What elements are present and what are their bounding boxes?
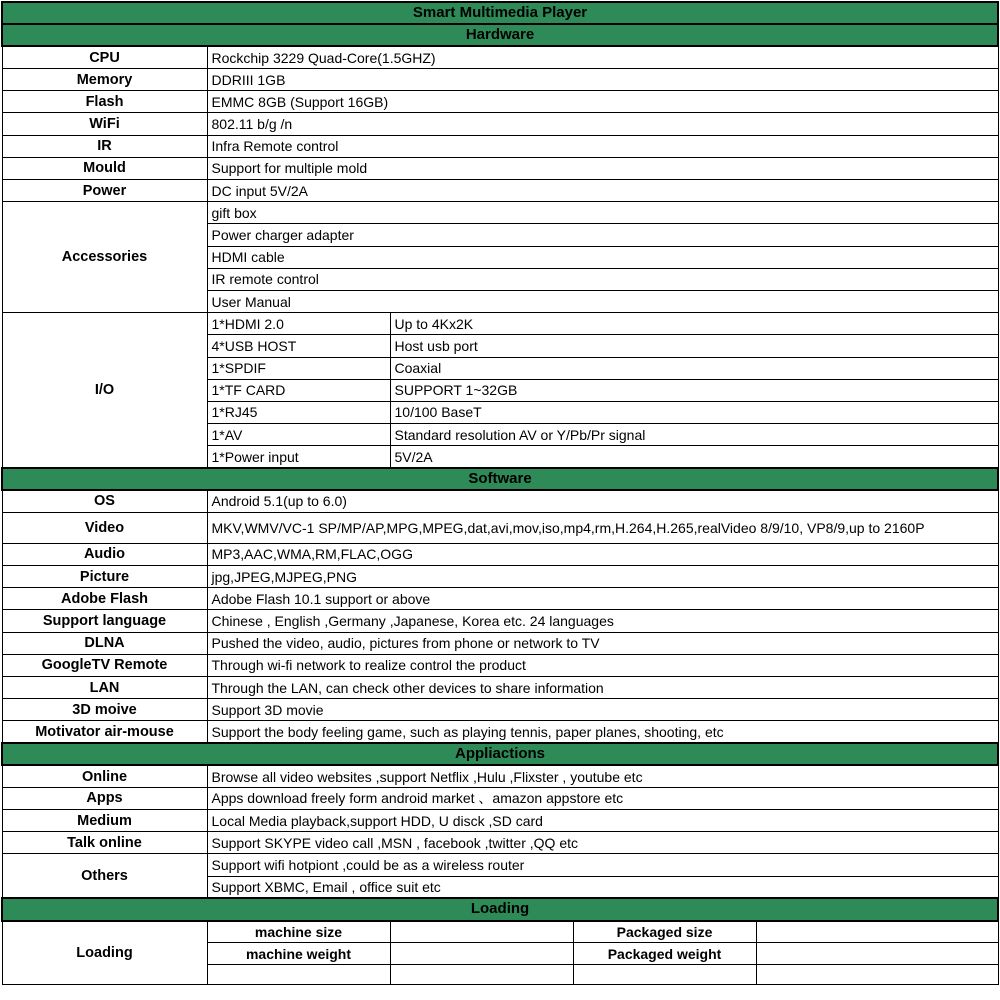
spec-row-air-mouse [2, 721, 998, 743]
io-port: 1*RJ45 [207, 401, 390, 423]
spec-label: Loading [2, 921, 207, 985]
spec-value: Rockchip 3229 Quad-Core(1.5GHZ) [207, 46, 998, 68]
accessory-item: User Manual [207, 290, 998, 312]
accessory-item: gift box [207, 202, 998, 224]
spec-value: Support wifi hotpiont ,could be as a wireless router [207, 854, 998, 876]
io-description: Coaxial [390, 357, 998, 379]
io-description: 10/100 BaseT [390, 401, 998, 423]
spec-row-audio [2, 543, 998, 565]
spec-value: Local Media playback,support HDD, U disck ,SD card [207, 810, 998, 832]
loading-field-value [756, 921, 998, 943]
spec-label: Power [2, 180, 207, 202]
spec-label: I/O [2, 313, 207, 468]
spec-value: Infra Remote control [207, 135, 998, 157]
spec-label: Apps [2, 787, 207, 809]
title-row [2, 2, 998, 24]
loading-field-label: machine weight [207, 943, 390, 965]
spec-row-ir [2, 135, 998, 157]
spec-label: IR [2, 135, 207, 157]
spec-row-accessories [2, 202, 998, 224]
section-title-hardware: Hardware [2, 24, 998, 46]
spec-row-adobe-flash [2, 588, 998, 610]
spec-value: DDRIII 1GB [207, 69, 998, 91]
spec-label: LAN [2, 676, 207, 698]
spec-label: Motivator air-mouse [2, 721, 207, 743]
spec-value: 802.11 b/g /n [207, 113, 998, 135]
io-port: 1*SPDIF [207, 357, 390, 379]
spec-label: DLNA [2, 632, 207, 654]
spec-value: MKV,WMV/VC-1 SP/MP/AP,MPG,MPEG,dat,avi,mov,iso,mp4,rm,H.264,H.265,realVideo 8/9/10, VP8/9,up to 2160P [207, 512, 998, 543]
section-title-loading: Loading [2, 898, 998, 920]
section-title-applications: Appliactions [2, 743, 998, 765]
io-port: 4*USB HOST [207, 335, 390, 357]
spec-label: OS [2, 490, 207, 512]
spec-row-talk-online [2, 832, 998, 854]
sheet-title: Smart Multimedia Player [2, 2, 998, 24]
spec-label: Mould [2, 157, 207, 179]
accessory-item: Power charger adapter [207, 224, 998, 246]
spec-value: Chinese , English ,Germany ,Japanese, Korea etc. 24 languages [207, 610, 998, 632]
spec-row-video [2, 512, 998, 543]
spec-value: Android 5.1(up to 6.0) [207, 490, 998, 512]
spec-label: 3D moive [2, 699, 207, 721]
spec-value: EMMC 8GB (Support 16GB) [207, 91, 998, 113]
spec-label: Online [2, 765, 207, 787]
spec-row-others [2, 854, 998, 876]
spec-label: Memory [2, 69, 207, 91]
loading-field-label: machine size [207, 921, 390, 943]
spec-row-os [2, 490, 998, 512]
spec-sheet [1, 1, 999, 985]
spec-value: Support the body feeling game, such as playing tennis, paper planes, shooting, etc [207, 721, 998, 743]
spec-label: Medium [2, 810, 207, 832]
section-header-software [2, 468, 998, 490]
accessory-item: HDMI cable [207, 246, 998, 268]
io-description: 5V/2A [390, 446, 998, 468]
loading-row [2, 921, 998, 943]
spec-label: WiFi [2, 113, 207, 135]
loading-field-label: Packaged size [573, 921, 756, 943]
spec-label: Picture [2, 566, 207, 588]
spec-row-cpu [2, 46, 998, 68]
spec-value: Through wi-fi network to realize control the product [207, 654, 998, 676]
spec-row-lan [2, 676, 998, 698]
spec-row-dlna [2, 632, 998, 654]
io-description: Up to 4Kx2K [390, 313, 998, 335]
io-description: Host usb port [390, 335, 998, 357]
spec-value: Pushed the video, audio, pictures from phone or network to TV [207, 632, 998, 654]
spec-row-support-language [2, 610, 998, 632]
spec-value: Through the LAN, can check other devices to share information [207, 676, 998, 698]
spec-value: Support XBMC, Email , office suit etc [207, 876, 998, 898]
loading-field-empty [756, 965, 998, 985]
spec-value: Support for multiple mold [207, 157, 998, 179]
spec-value: Support SKYPE video call ,MSN , facebook ,twitter ,QQ etc [207, 832, 998, 854]
spec-row-wifi [2, 113, 998, 135]
section-title-software: Software [2, 468, 998, 490]
section-header-loading [2, 898, 998, 920]
spec-value: MP3,AAC,WMA,RM,FLAC,OGG [207, 543, 998, 565]
spec-row-memory [2, 69, 998, 91]
io-row [2, 313, 998, 335]
accessory-item: IR remote control [207, 268, 998, 290]
io-port: 1*HDMI 2.0 [207, 313, 390, 335]
spec-value: jpg,JPEG,MJPEG,PNG [207, 566, 998, 588]
io-description: Standard resolution AV or Y/Pb/Pr signal [390, 424, 998, 446]
spec-value: DC input 5V/2A [207, 180, 998, 202]
loading-field-empty [573, 965, 756, 985]
spec-label: CPU [2, 46, 207, 68]
spec-row-medium [2, 810, 998, 832]
spec-row-mould [2, 157, 998, 179]
spec-row-online [2, 765, 998, 787]
spec-label: Flash [2, 91, 207, 113]
loading-field-value [756, 943, 998, 965]
section-header-hardware [2, 24, 998, 46]
loading-field-empty [207, 965, 390, 985]
spec-row-googletv-remote [2, 654, 998, 676]
loading-field-empty [390, 965, 573, 985]
spec-label: Others [2, 854, 207, 898]
spec-row-picture [2, 566, 998, 588]
section-header-applications [2, 743, 998, 765]
io-description: SUPPORT 1~32GB [390, 379, 998, 401]
spec-label: Accessories [2, 202, 207, 313]
spec-label: Audio [2, 543, 207, 565]
io-port: 1*Power input [207, 446, 390, 468]
loading-field-value [390, 943, 573, 965]
spec-label: Adobe Flash [2, 588, 207, 610]
spec-row-apps [2, 787, 998, 809]
spec-value: Support 3D movie [207, 699, 998, 721]
spec-row-power [2, 180, 998, 202]
spec-value: Browse all video websites ,support Netflix ,Hulu ,Flixster , youtube etc [207, 765, 998, 787]
spec-label: GoogleTV Remote [2, 654, 207, 676]
spec-label: Support language [2, 610, 207, 632]
spec-value: Adobe Flash 10.1 support or above [207, 588, 998, 610]
spec-label: Video [2, 512, 207, 543]
spec-label: Talk online [2, 832, 207, 854]
io-port: 1*TF CARD [207, 379, 390, 401]
io-port: 1*AV [207, 424, 390, 446]
loading-field-value [390, 921, 573, 943]
spec-value: Apps download freely form android market 、amazon appstore etc [207, 787, 998, 809]
loading-field-label: Packaged weight [573, 943, 756, 965]
spec-row-flash [2, 91, 998, 113]
spec-row-3d-movie [2, 699, 998, 721]
